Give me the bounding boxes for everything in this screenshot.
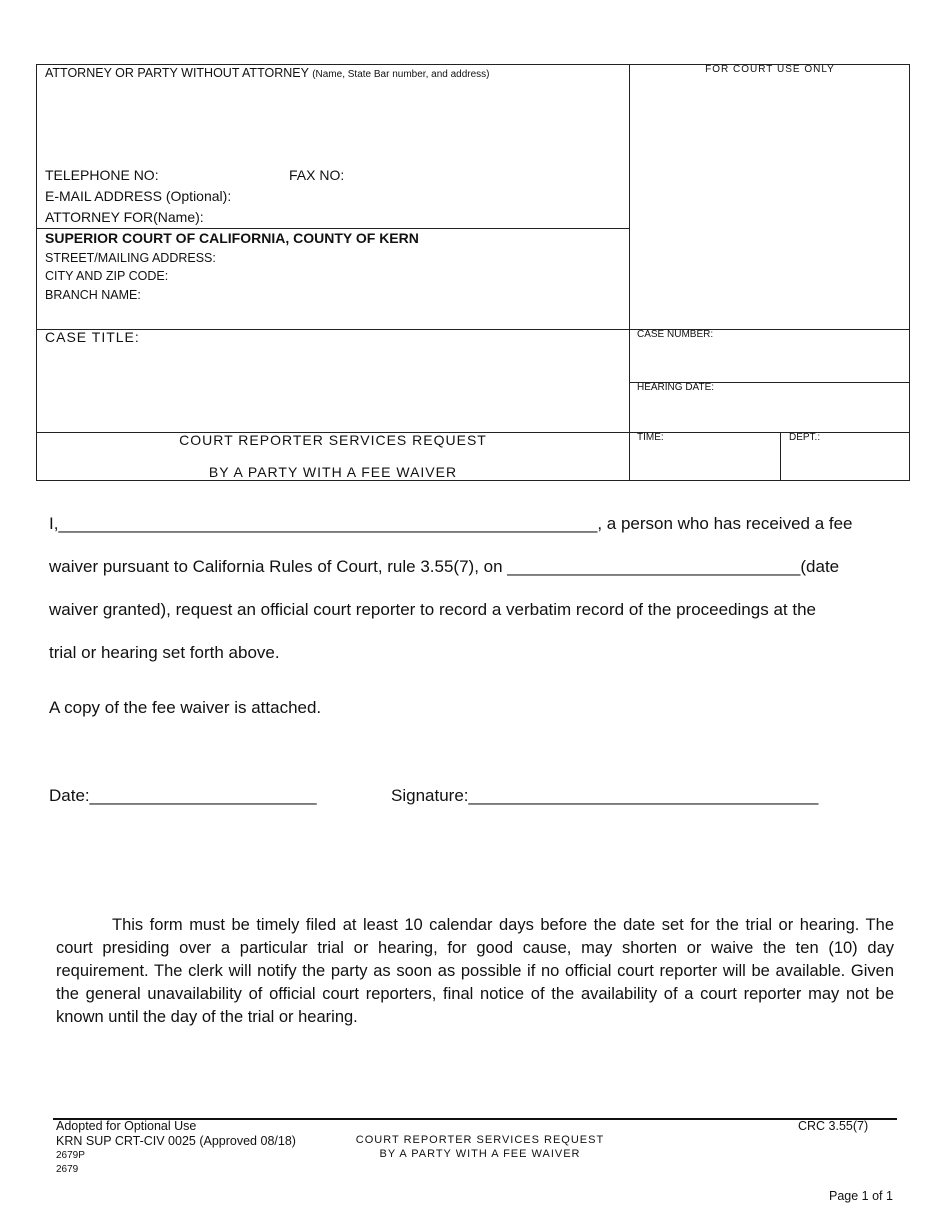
- form-title-line1: COURT REPORTER SERVICES REQUEST: [179, 432, 487, 448]
- caption-divider-vertical: [629, 64, 630, 481]
- footer-code-1: 2679P: [56, 1150, 85, 1161]
- court-name: SUPERIOR COURT OF CALIFORNIA, COUNTY OF KERN: [45, 230, 419, 246]
- street-address-label: STREET/MAILING ADDRESS:: [45, 251, 216, 265]
- email-label: E-MAIL ADDRESS (Optional):: [45, 188, 232, 204]
- court-case-divider: [36, 329, 910, 330]
- request-line-2: waiver pursuant to California Rules of Court, rule 3.55(7), on _______________________________(date: [49, 557, 840, 576]
- case-number-label: CASE NUMBER:: [637, 329, 714, 340]
- filing-notice: This form must be timely filed at least 10 calendar days before the date set for the trial or hearing. The court presiding over a particular trial or hearing, for good cause, may shorten or waive the ten (10) day requirement. The clerk will notify the party as soon as possible if no official court reporter will be available. Given the general unavailability of official court reporters, final notice of the availability of a court reporter may not be known until the day of the trial or hearing.: [56, 916, 894, 1026]
- form-title-line2: BY A PARTY WITH A FEE WAIVER: [208, 464, 458, 480]
- fax-label: FAX NO:: [289, 167, 345, 183]
- footer-adopted: Adopted for Optional Use: [56, 1119, 197, 1133]
- request-line-4: trial or hearing set forth above.: [49, 643, 280, 662]
- case-title-label: CASE TITLE:: [45, 329, 140, 345]
- court-use-label: FOR COURT USE ONLY: [705, 64, 835, 75]
- city-zip-label: CITY AND ZIP CODE:: [45, 269, 169, 283]
- telephone-label: TELEPHONE NO:: [45, 167, 159, 183]
- time-label: TIME:: [637, 432, 664, 443]
- signature-field[interactable]: Signature:_____________________________________: [391, 786, 819, 805]
- attorney-block-label: ATTORNEY OR PARTY WITHOUT ATTORNEY (Name, State Bar number, and address): [45, 66, 490, 80]
- footer-rule-reference: CRC 3.55(7): [798, 1119, 869, 1133]
- page-number: Page 1 of 1: [829, 1189, 893, 1203]
- copy-statement: A copy of the fee waiver is attached.: [49, 698, 322, 717]
- request-line-1: I,_________________________________________________________, a person who has received a fee: [49, 514, 853, 533]
- footer-title-line1: COURT REPORTER SERVICES REQUEST: [355, 1134, 605, 1146]
- footer-code-2: 2679: [56, 1164, 79, 1175]
- attorney-court-divider: [36, 228, 630, 229]
- time-dept-divider: [780, 432, 781, 481]
- date-field[interactable]: Date:________________________: [49, 786, 317, 805]
- footer-title-line2: BY A PARTY WITH A FEE WAIVER: [379, 1148, 581, 1160]
- hearing-date-label: HEARING DATE:: [637, 382, 715, 393]
- attorney-for-label: ATTORNEY FOR(Name):: [45, 209, 204, 225]
- branch-name-label: BRANCH NAME:: [45, 288, 141, 302]
- request-line-3: waiver granted), request an official court reporter to record a verbatim record of the proceedings at the: [49, 600, 816, 619]
- dept-label: DEPT.:: [789, 432, 821, 443]
- footer-form-code: KRN SUP CRT-CIV 0025 (Approved 08/18): [56, 1134, 296, 1148]
